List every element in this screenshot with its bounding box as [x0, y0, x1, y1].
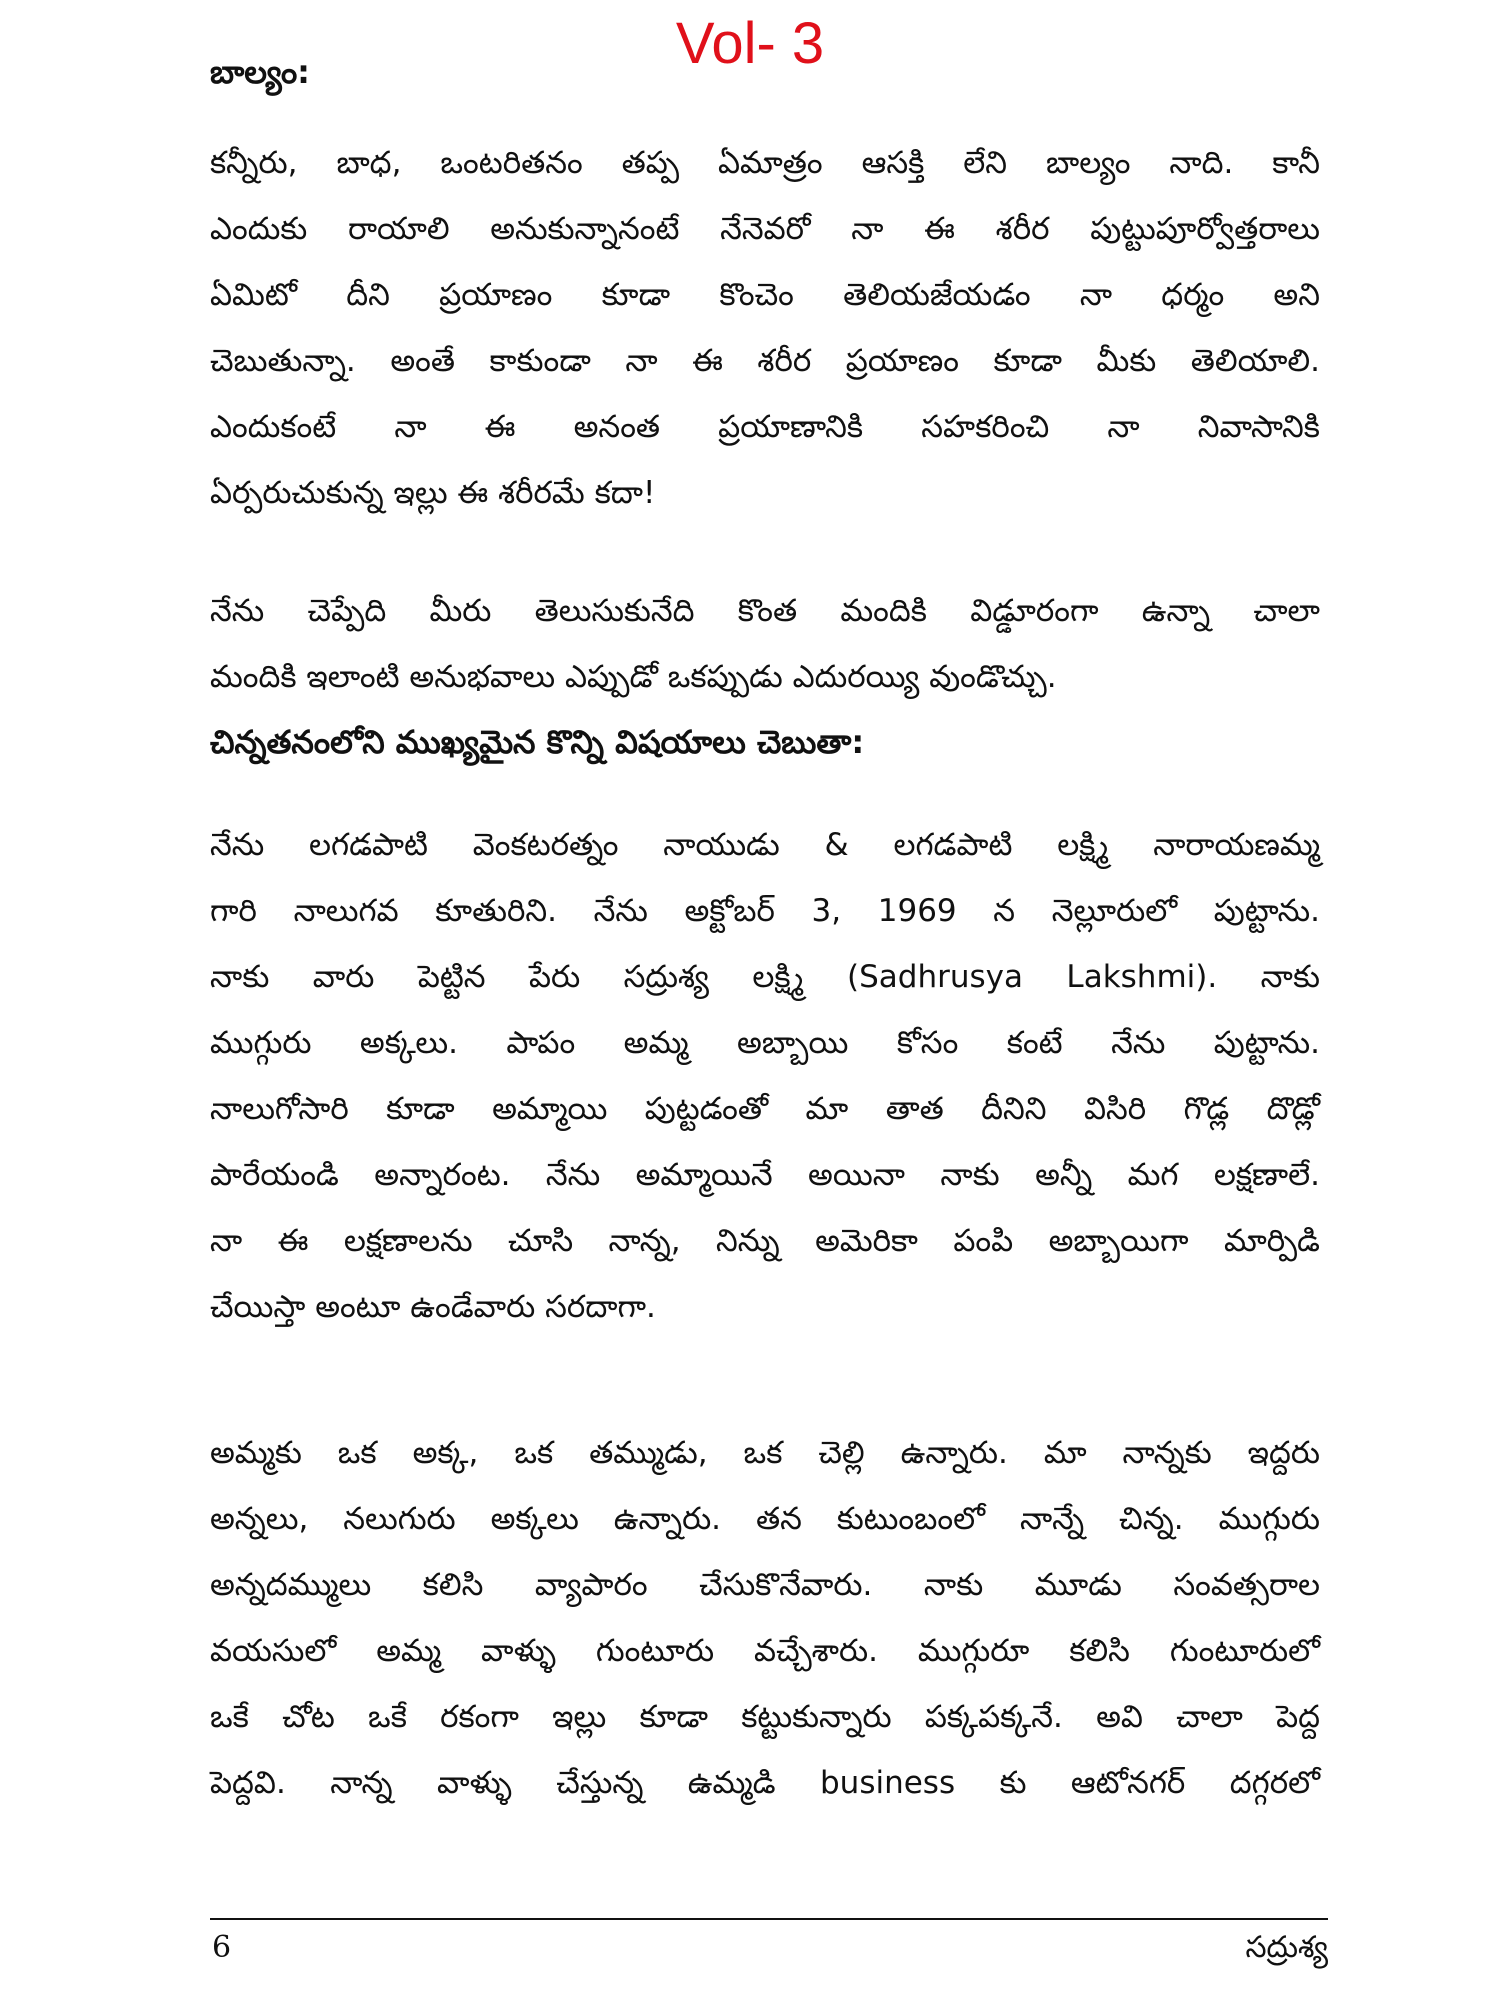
section-heading-childhood: బాల్యం: [210, 53, 310, 91]
paragraph-experiences [210, 578, 1320, 710]
paragraph-intro [210, 130, 1320, 526]
paragraph-birth [210, 812, 1320, 1340]
text-line: ముగ్గురు అక్కలు. పాపం అమ్మ అబ్బాయి కోసం కంటే నేను పుట్టాను. [210, 1025, 1320, 1061]
text-line: ఒకే చోట ఒకే రకంగా ఇల్లు కూడా కట్టుకున్నారు పక్కపక్కనే. అవి చాలా పెద్ద [210, 1699, 1320, 1735]
text-line: చెబుతున్నా. అంతే కాకుండా నా ఈ శరీర ప్రయాణం కూడా మీకు తెలియాలి. [210, 343, 1320, 379]
volume-label: Vol- 3 [675, 11, 825, 76]
text-line: కన్నీరు, బాధ, ఒంటరితనం తప్ప ఏమాత్రం ఆసక్తి లేని బాల్యం నాది. కానీ [210, 145, 1320, 181]
paragraph-family [210, 1420, 1320, 1816]
page-number: 6 [212, 1930, 232, 1965]
section-heading-early-years: చిన్నతనంలోని ముఖ్యమైన కొన్ని విషయాలు చెబుతా: [210, 723, 865, 761]
text-line: వయసులో అమ్మ వాళ్ళు గుంటూరు వచ్చేశారు. ముగ్గురూ కలిసి గుంటూరులో [210, 1633, 1320, 1669]
text-line: నేను చెప్పేది మీరు తెలుసుకునేది కొంత మందికి విడ్డూరంగా ఉన్నా చాలా [210, 593, 1320, 629]
text-line: మందికి ఇలాంటి అనుభవాలు ఎప్పుడో ఒకప్పుడు ఎదురయ్యి వుండొచ్చు. [210, 659, 1057, 695]
text-line: పారేయండి అన్నారంట. నేను అమ్మాయినే అయినా నాకు అన్నీ మగ లక్షణాలే. [210, 1157, 1320, 1193]
text-line: అమ్మకు ఒక అక్క, ఒక తమ్ముడు, ఒక చెల్లి ఉన్నారు. మా నాన్నకు ఇద్దరు [210, 1435, 1320, 1471]
text-line: చేయిస్తా అంటూ ఉండేవారు సరదాగా. [210, 1289, 656, 1325]
text-line: నేను లగడపాటి వెంకటరత్నం నాయుడు & లగడపాటి లక్ష్మి నారాయణమ్మ [210, 827, 1320, 863]
text-line: అన్నదమ్ములు కలిసి వ్యాపారం చేసుకొనేవారు. నాకు మూడు సంవత్సరాల [210, 1567, 1320, 1603]
footer-divider [210, 1918, 1328, 1920]
text-line: నాకు వారు పెట్టిన పేరు సద్రుశ్య లక్ష్మి (Sadhrusya Lakshmi). నాకు [210, 959, 1320, 995]
text-line: గారి నాలుగవ కూతురిని. నేను అక్టోబర్ 3, 1969 న నెల్లూరులో పుట్టాను. [210, 893, 1320, 929]
text-line: పెద్దవి. నాన్న వాళ్ళు చేస్తున్న ఉమ్మడి business కు ఆటోనగర్ దగ్గరలో [210, 1765, 1320, 1801]
text-line: ఏర్పరుచుకున్న ఇల్లు ఈ శరీరమే కదా! [210, 475, 656, 511]
text-line: అన్నలు, నలుగురు అక్కలు ఉన్నారు. తన కుటుంబంలో నాన్నే చిన్న. ముగ్గురు [210, 1501, 1320, 1537]
text-line: ఏమిటో దీని ప్రయాణం కూడా కొంచెం తెలియజేయడం నా ధర్మం అని [210, 277, 1320, 313]
text-line: ఎందుకంటే నా ఈ అనంత ప్రయాణానికి సహకరించి నా నివాసానికి [210, 409, 1320, 445]
running-title: సద్రుశ్య [1245, 1930, 1328, 1965]
text-line: నాలుగోసారి కూడా అమ్మాయి పుట్టడంతో మా తాత దీనిని విసిరి గొడ్ల దొడ్లో [210, 1091, 1320, 1127]
text-line: నా ఈ లక్షణాలను చూసి నాన్న, నిన్ను అమెరికా పంపి అబ్బాయిగా మార్పిడి [210, 1223, 1320, 1259]
text-line: ఎందుకు రాయాలి అనుకున్నానంటే నేనెవరో నా ఈ శరీర పుట్టుపూర్వోత్తరాలు [210, 211, 1320, 247]
